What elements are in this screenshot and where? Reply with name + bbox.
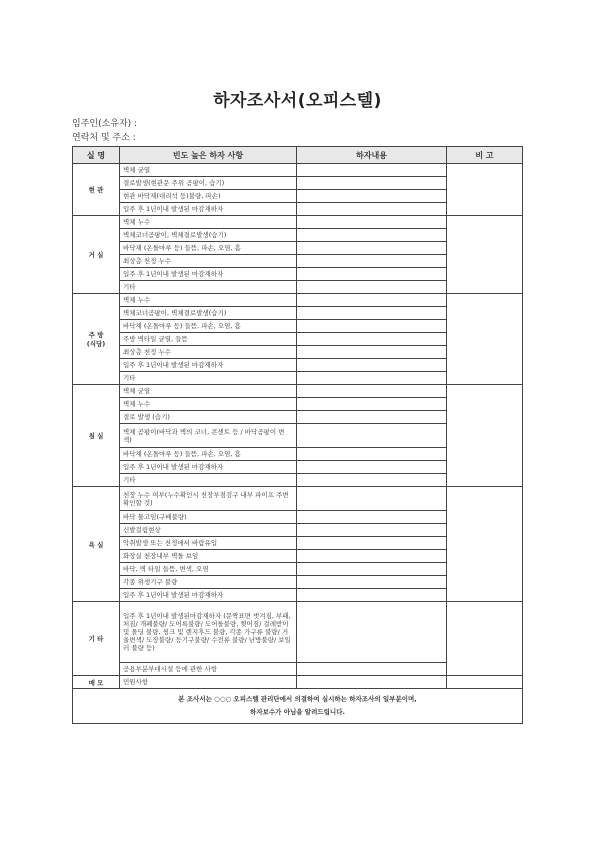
defect-detail-cell[interactable]	[297, 255, 447, 268]
defect-item: 바닥, 벽 타일 들뜸, 변색, 오염	[120, 563, 297, 576]
defect-detail-cell[interactable]	[297, 229, 447, 242]
room-name: 기 타	[73, 602, 120, 676]
defect-detail-cell[interactable]	[297, 294, 447, 307]
defect-item: 기타	[120, 281, 297, 294]
defect-item: 입주 후 1년이내 발생된 마감재하자	[120, 268, 297, 281]
remarks-cell[interactable]	[447, 216, 523, 294]
table-row	[73, 164, 523, 177]
inspection-table	[72, 146, 523, 724]
defect-detail-cell[interactable]	[297, 346, 447, 359]
defect-item: 결로발생(현관문 주위 곰팡이, 습기)	[120, 177, 297, 190]
remarks-cell[interactable]	[447, 676, 523, 689]
defect-detail-cell[interactable]	[297, 474, 447, 487]
defect-item: 공용부분부대시설 등에 관한 사항	[120, 663, 297, 676]
defect-item: 결로 발생 (습기)	[120, 411, 297, 424]
defect-item: 바닥재 (온돌마루 등) 들뜸, 파손, 오염, 흠	[120, 320, 297, 333]
room-name: 주 방 (식당)	[73, 294, 120, 385]
defect-detail-cell[interactable]	[297, 602, 447, 663]
room-name: 침 실	[73, 385, 120, 487]
defect-detail-cell[interactable]	[297, 576, 447, 589]
defect-item: 천장 누수 여부(누수확인시 천장부점검구 내부 파이프 주변확인할 것)	[120, 487, 297, 511]
defect-detail-cell[interactable]	[297, 320, 447, 333]
room-name: 욕 실	[73, 487, 120, 602]
room-name: 현 관	[73, 164, 120, 216]
defect-item: 신발걸림현상	[120, 524, 297, 537]
header-frequent-defects: 빈도 높은 하자 사항	[120, 147, 297, 164]
defect-item: 바닥재 (온돌마루 등) 들뜸, 파손, 오염, 흠	[120, 242, 297, 255]
defect-item: 입주 후 1년이내 발생된마감재하자 (문짝표면 벗겨짐, 부패, 처짐/ 개폐불량/ 도어록불량/ 도어틀불량, 찢어짐/ 걸레받이 및 몰딩 불량, 씽크 및 렌지후드 불량, 각종 가구류 불량/ 거울변색/ 도장불량/ 등기구불량/ 수전류 불량/ 난방불량/ 보일러 불량 등)	[120, 602, 297, 663]
defect-detail-cell[interactable]	[297, 177, 447, 190]
defect-item: 민원사항	[120, 676, 297, 689]
defect-item: 바닥 물고임(구배불량)	[120, 511, 297, 524]
defect-detail-cell[interactable]	[297, 203, 447, 216]
defect-detail-cell[interactable]	[297, 411, 447, 424]
defect-detail-cell[interactable]	[297, 385, 447, 398]
contact-label: 연락처 및 주소 :	[72, 133, 136, 143]
defect-item: 입주 후 1년이내 발생된 마감재하자	[120, 203, 297, 216]
footer-line-2: 하자보수가 아님을 알려드립니다.	[250, 708, 345, 716]
owner-label: 임주인(소유자) :	[72, 119, 138, 129]
table-body	[73, 164, 523, 689]
defect-item: 벽체 누수	[120, 216, 297, 229]
footer-notice	[73, 689, 523, 724]
defect-detail-cell[interactable]	[297, 563, 447, 576]
defect-item: 벽체 균열	[120, 385, 297, 398]
defect-detail-cell[interactable]	[297, 461, 447, 474]
defect-item: 입주 후 1년이내 발생된 마감재하자	[120, 589, 297, 602]
table-row	[73, 216, 523, 229]
remarks-cell[interactable]	[447, 385, 523, 487]
header-defect-details: 하자내용	[297, 147, 447, 164]
defect-detail-cell[interactable]	[297, 164, 447, 177]
defect-detail-cell[interactable]	[297, 676, 447, 689]
defect-detail-cell[interactable]	[297, 307, 447, 320]
defect-detail-cell[interactable]	[297, 359, 447, 372]
defect-item: 벽체코너곰팡이, 벽체결로발생(습기)	[120, 307, 297, 320]
defect-detail-cell[interactable]	[297, 550, 447, 563]
defect-detail-cell[interactable]	[297, 424, 447, 448]
defect-detail-cell[interactable]	[297, 242, 447, 255]
defect-item: 기타	[120, 474, 297, 487]
defect-item: 벽체코너곰팡이, 벽체결로발생(습기)	[120, 229, 297, 242]
defect-item: 최상층 천정 누수	[120, 255, 297, 268]
defect-detail-cell[interactable]	[297, 511, 447, 524]
table-row	[73, 676, 523, 689]
room-name: 메 모	[73, 676, 120, 689]
document-title: 하자조사서(오피스텔)	[213, 91, 382, 111]
defect-detail-cell[interactable]	[297, 216, 447, 229]
defect-detail-cell[interactable]	[297, 281, 447, 294]
defect-detail-cell[interactable]	[297, 190, 447, 203]
defect-detail-cell[interactable]	[297, 268, 447, 281]
defect-item: 악취발생 또는 천정에서 바람유입	[120, 537, 297, 550]
defect-detail-cell[interactable]	[297, 524, 447, 537]
remarks-cell[interactable]	[447, 164, 523, 216]
footer-row	[73, 689, 523, 724]
defect-item: 벽체 누수	[120, 294, 297, 307]
defect-detail-cell[interactable]	[297, 487, 447, 511]
defect-item: 기타	[120, 372, 297, 385]
defect-detail-cell[interactable]	[297, 537, 447, 550]
defect-detail-cell[interactable]	[297, 589, 447, 602]
defect-item: 현관 바닥재(대리석 등)불량, 파손)	[120, 190, 297, 203]
header-room: 실 명	[73, 147, 120, 164]
defect-detail-cell[interactable]	[297, 333, 447, 346]
defect-item: 주방 벽타일 균열, 들뜸	[120, 333, 297, 346]
defect-item: 각종 위생기구 불량	[120, 576, 297, 589]
defect-item: 입주 후 1년이내 발생된 마감재하자	[120, 359, 297, 372]
header-remarks: 비 고	[447, 147, 523, 164]
remarks-cell[interactable]	[447, 487, 523, 602]
defect-detail-cell[interactable]	[297, 398, 447, 411]
table-row	[73, 385, 523, 398]
table-row	[73, 602, 523, 663]
room-name: 거 실	[73, 216, 120, 294]
table-row	[73, 487, 523, 511]
table-row	[73, 294, 523, 307]
header-row	[73, 147, 523, 164]
defect-detail-cell[interactable]	[297, 372, 447, 385]
defect-detail-cell[interactable]	[297, 448, 447, 461]
defect-detail-cell[interactable]	[297, 663, 447, 676]
defect-item: 바닥재 (온돌마루 등) 들뜸, 파손, 오염, 흠	[120, 448, 297, 461]
defect-item: 입주 후 1년이내 발생된 마감재하자	[120, 461, 297, 474]
defect-item: 벽체 누수	[120, 398, 297, 411]
remarks-cell[interactable]	[447, 294, 523, 385]
defect-item: 최상층 천정 누수	[120, 346, 297, 359]
defect-item: 벽체 균열	[120, 164, 297, 177]
defect-item: 벽체 곰팡이(바닥과 벽의 코너, 콘센트 등 / 바닥곰팡이 변색)	[120, 424, 297, 448]
remarks-cell[interactable]	[447, 602, 523, 676]
defect-item: 화장실 천장내부 벽돌 보임	[120, 550, 297, 563]
footer-line-1: 본 조사서는 ○○○ 오피스텔 관리단에서 의결하여 실시하는 하자조사의 일부분이며,	[178, 695, 417, 703]
